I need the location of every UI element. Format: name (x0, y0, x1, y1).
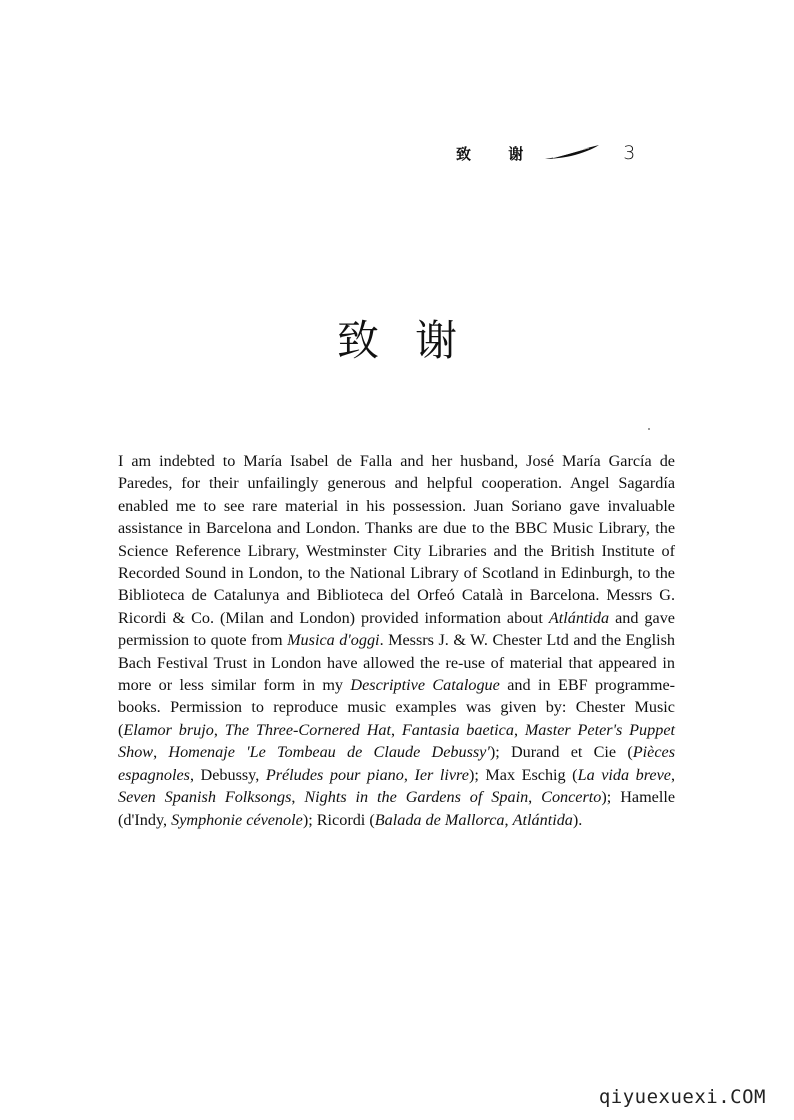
quill-flourish-icon (543, 144, 601, 162)
italic-title-text: Concerto (541, 788, 602, 807)
italic-title-text: Musica d'oggi (287, 631, 380, 650)
body-text: ); Max Eschig ( (468, 765, 578, 784)
body-text: , (291, 788, 305, 807)
body-text: ); Hamelle (d'Indy, (118, 788, 676, 829)
body-text: ). (572, 810, 583, 829)
body-text: ); Durand et Cie ( (489, 743, 633, 762)
italic-title-text: Elamor brujo (123, 720, 214, 739)
acknowledgements-body (118, 450, 675, 831)
italic-title-text: Balada de Mallorca (374, 810, 505, 829)
italic-title-text: Descriptive Catalogue (350, 676, 500, 695)
body-text: I am indebted to María Isabel de Falla and her husband, José María García de Paredes, for their unfailingly generous and helpful cooperation. Angel Sagardía enabled me to see rare material in his possession. Juan Soriano gave invaluable assistance in Barcelona and London. Thanks are due to the BBC Music Library, the Science Reference Library, Westminster City Libraries and the British Institute of Recorded Sound in London, to the National Library of Scotland in Edinburgh, to the Biblioteca de Catalunya and Biblioteca del Orfeó Català in Barcelona. Messrs G. Ricordi & Co. (Milan and London) provided information about (118, 452, 675, 627)
body-text: and in EBF programme-books. Permission to reproduce music examples was given by: Chester Music ( (118, 676, 676, 739)
body-text: ); Ricordi ( (302, 810, 375, 829)
italic-title-text: Master Peter's Puppet Show (118, 720, 676, 762)
body-text: , (513, 720, 525, 739)
header-title: 致 谢 (456, 144, 540, 163)
italic-title-text: Fantasia baetica (401, 720, 514, 739)
body-text: and gave permission to quote from (118, 608, 675, 650)
body-text: , (403, 765, 415, 784)
body-text: , (153, 743, 169, 762)
italic-title-text: Symphonie cévenole (171, 810, 303, 829)
body-text: , (391, 720, 402, 739)
italic-title-text: The Three-Cornered Hat (224, 720, 391, 739)
scan-speck (648, 428, 650, 430)
italic-title-text: Atlántida (548, 608, 610, 627)
italic-title-text: Nights in the Gardens of Spain (304, 788, 529, 807)
body-text: . Messrs J. & W. Chester Ltd and the English Bach Festival Trust in London have allowed the re-use of material that appeared in more or less similar form in my (118, 631, 675, 695)
italic-title-text: Homenaje 'Le Tombeau de Claude Debussy' (168, 743, 490, 762)
body-text: , (504, 810, 513, 829)
page-number: 3 (623, 142, 636, 164)
italic-title-text: Atlántida (512, 810, 573, 829)
running-header (456, 138, 635, 168)
site-watermark: qiyuexuexi.COM (598, 1086, 766, 1108)
acknowledgements-paragraph (118, 450, 675, 831)
chapter-title: 致谢 (336, 316, 493, 365)
italic-title-text: Ier livre (414, 765, 469, 784)
italic-title-text: Seven Spanish Folksongs (118, 788, 292, 807)
body-text: , Debussy, (189, 765, 266, 784)
body-text: , (213, 720, 225, 739)
italic-title-text: Pièces espagnoles (118, 743, 675, 784)
italic-title-text: La vida breve (577, 765, 671, 784)
body-text: , (528, 788, 542, 807)
italic-title-text: Préludes pour piano (265, 765, 404, 784)
body-text: , (670, 765, 675, 784)
